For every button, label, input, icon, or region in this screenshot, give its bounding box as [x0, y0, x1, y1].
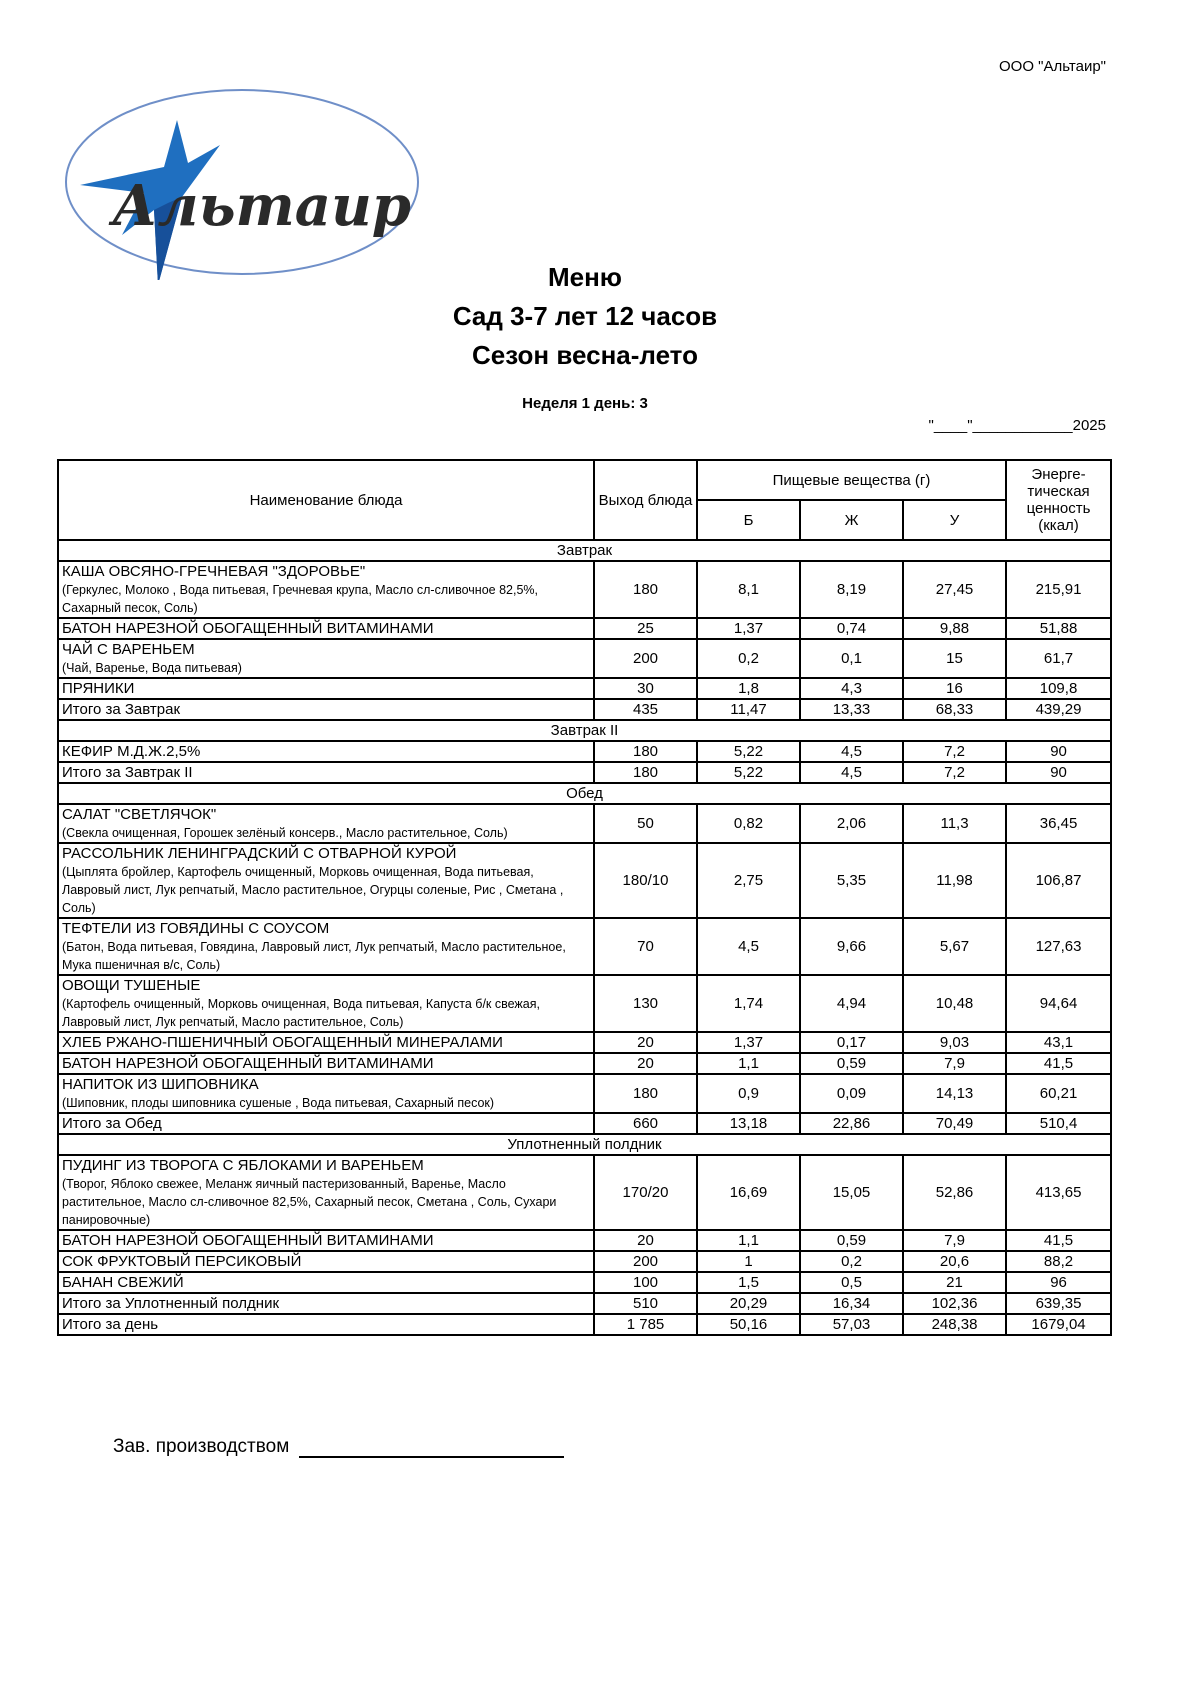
cell-output: 20: [594, 1053, 697, 1074]
total-output: 180: [594, 762, 697, 783]
table-row: [58, 1155, 1111, 1230]
section-total-row: [58, 1113, 1111, 1134]
cell-carbs: 7,2: [903, 741, 1006, 762]
cell-output: 50: [594, 804, 697, 843]
dish-ingredients: (Батон, Вода питьевая, Говядина, Лавровый лист, Лук репчатый, Масло растительное, Мука пшеничная в/с, Соль): [62, 940, 566, 972]
title-line-2: Сад 3-7 лет 12 часов: [452, 301, 718, 331]
dish-name: ОВОЩИ ТУШЕНЫЕ: [62, 977, 201, 994]
cell-kcal: 413,65: [1006, 1155, 1111, 1230]
total-label: Итого за Обед: [58, 1113, 594, 1134]
cell-kcal: 90: [1006, 741, 1111, 762]
dish-name: ТЕФТЕЛИ ИЗ ГОВЯДИНЫ С СОУСОМ: [62, 920, 330, 937]
cell-output: 25: [594, 618, 697, 639]
dish-name: РАССОЛЬНИК ЛЕНИНГРАДСКИЙ С ОТВАРНОЙ КУРОЙ: [62, 845, 457, 862]
cell-kcal: 215,91: [1006, 561, 1111, 618]
dish-ingredients: (Чай, Варенье, Вода питьевая): [62, 661, 242, 675]
dish-name: ПУДИНГ ИЗ ТВОРОГА С ЯБЛОКАМИ И ВАРЕНЬЕМ: [62, 1157, 424, 1174]
signature-block: [113, 1436, 564, 1458]
dish-ingredients: (Цыплята бройлер, Картофель очищенный, Морковь очищенная, Вода питьевая, Лавровый лист, Лук репчатый, Масло растительное, Огурцы соленые, Рис , Сметана , Соль): [62, 865, 564, 915]
day-total-fat: 57,03: [800, 1314, 903, 1335]
cell-protein: 1,74: [697, 975, 800, 1032]
cell-kcal: 109,8: [1006, 678, 1111, 699]
table-row: [58, 1032, 1111, 1053]
title-line-1: Меню: [547, 262, 623, 292]
cell-protein: 1,8: [697, 678, 800, 699]
cell-protein: 1: [697, 1251, 800, 1272]
col-header-energy: Энерге-тическая ценность (ккал): [1006, 460, 1111, 540]
dish-cell: [58, 918, 594, 975]
total-label: Итого за Завтрак II: [58, 762, 594, 783]
cell-fat: 4,94: [800, 975, 903, 1032]
total-carbs: 7,2: [903, 762, 1006, 783]
dish-cell: [58, 639, 594, 678]
section-header-row: [58, 540, 1111, 561]
cell-fat: 4,3: [800, 678, 903, 699]
cell-fat: 0,59: [800, 1053, 903, 1074]
section-title: Обед: [58, 783, 1111, 804]
total-fat: 13,33: [800, 699, 903, 720]
dish-cell: [58, 1053, 594, 1074]
cell-protein: 4,5: [697, 918, 800, 975]
cell-carbs: 11,3: [903, 804, 1006, 843]
section-title: Завтрак: [58, 540, 1111, 561]
day-total-kcal: 1679,04: [1006, 1314, 1111, 1335]
dish-cell: [58, 678, 594, 699]
cell-carbs: 20,6: [903, 1251, 1006, 1272]
dish-ingredients: (Шиповник, плоды шиповника сушеные , Вода питьевая, Сахарный песок): [62, 1096, 495, 1110]
cell-protein: 1,1: [697, 1053, 800, 1074]
total-protein: 5,22: [697, 762, 800, 783]
total-kcal: 90: [1006, 762, 1111, 783]
total-kcal: 439,29: [1006, 699, 1111, 720]
cell-carbs: 21: [903, 1272, 1006, 1293]
cell-output: 180/10: [594, 843, 697, 918]
cell-kcal: 106,87: [1006, 843, 1111, 918]
total-fat: 22,86: [800, 1113, 903, 1134]
cell-kcal: 88,2: [1006, 1251, 1111, 1272]
section-total-row: [58, 1293, 1111, 1314]
cell-carbs: 10,48: [903, 975, 1006, 1032]
company-name: ООО "Альтаир": [999, 58, 1106, 75]
cell-output: 20: [594, 1230, 697, 1251]
table-row: [58, 741, 1111, 762]
cell-output: 100: [594, 1272, 697, 1293]
signature-line: [299, 1438, 564, 1458]
dish-cell: [58, 1155, 594, 1230]
cell-carbs: 7,9: [903, 1230, 1006, 1251]
total-protein: 11,47: [697, 699, 800, 720]
cell-fat: 8,19: [800, 561, 903, 618]
cell-kcal: 36,45: [1006, 804, 1111, 843]
table-row: [58, 975, 1111, 1032]
total-protein: 13,18: [697, 1113, 800, 1134]
section-title: Уплотненный полдник: [58, 1134, 1111, 1155]
total-output: 660: [594, 1113, 697, 1134]
cell-kcal: 43,1: [1006, 1032, 1111, 1053]
dish-cell: [58, 1074, 594, 1113]
cell-carbs: 14,13: [903, 1074, 1006, 1113]
date-field: "____"____________2025: [928, 417, 1106, 434]
dish-ingredients: (Творог, Яблоко свежее, Меланж яичный пастеризованный, Варенье, Масло растительное, Масло сл-сливочное 82,5%, Сахарный песок, Сметана , Соль, Сухари панировочные): [62, 1177, 557, 1227]
table-row: [58, 1074, 1111, 1113]
cell-fat: 0,5: [800, 1272, 903, 1293]
dish-name: КЕФИР М.Д.Ж.2,5%: [62, 743, 201, 760]
section-header-row: [58, 720, 1111, 741]
cell-fat: 0,2: [800, 1251, 903, 1272]
cell-output: 30: [594, 678, 697, 699]
table-row: [58, 1053, 1111, 1074]
col-header-protein: Б: [697, 500, 800, 540]
cell-protein: 8,1: [697, 561, 800, 618]
cell-protein: 2,75: [697, 843, 800, 918]
cell-fat: 4,5: [800, 741, 903, 762]
col-header-fat: Ж: [800, 500, 903, 540]
cell-fat: 0,74: [800, 618, 903, 639]
cell-protein: 16,69: [697, 1155, 800, 1230]
section-header-row: [58, 783, 1111, 804]
col-header-carbs: У: [903, 500, 1006, 540]
cell-kcal: 51,88: [1006, 618, 1111, 639]
cell-carbs: 5,67: [903, 918, 1006, 975]
dish-name: БАТОН НАРЕЗНОЙ ОБОГАЩЕННЫЙ ВИТАМИНАМИ: [62, 620, 434, 637]
cell-output: 200: [594, 639, 697, 678]
section-total-row: [58, 762, 1111, 783]
dish-name: БАТОН НАРЕЗНОЙ ОБОГАЩЕННЫЙ ВИТАМИНАМИ: [62, 1232, 434, 1249]
dish-name: ЧАЙ С ВАРЕНЬЕМ: [62, 641, 195, 658]
cell-fat: 0,59: [800, 1230, 903, 1251]
cell-protein: 0,9: [697, 1074, 800, 1113]
cell-output: 130: [594, 975, 697, 1032]
cell-kcal: 96: [1006, 1272, 1111, 1293]
dish-cell: [58, 561, 594, 618]
cell-carbs: 16: [903, 678, 1006, 699]
dish-ingredients: (Картофель очищенный, Морковь очищенная, Вода питьевая, Капуста б/к свежая, Лавровый лист, Лук репчатый, Масло растительное, Соль): [62, 997, 540, 1029]
cell-protein: 1,1: [697, 1230, 800, 1251]
cell-carbs: 15: [903, 639, 1006, 678]
cell-kcal: 60,21: [1006, 1074, 1111, 1113]
day-total-protein: 50,16: [697, 1314, 800, 1335]
cell-output: 180: [594, 561, 697, 618]
cell-protein: 1,5: [697, 1272, 800, 1293]
altair-logo: [62, 85, 422, 280]
dish-name: НАПИТОК ИЗ ШИПОВНИКА: [62, 1076, 259, 1093]
dish-cell: [58, 843, 594, 918]
cell-fat: 0,17: [800, 1032, 903, 1053]
table-row: [58, 1251, 1111, 1272]
cell-kcal: 61,7: [1006, 639, 1111, 678]
cell-fat: 15,05: [800, 1155, 903, 1230]
logo-text: Альтаир: [112, 173, 411, 239]
section-title: Завтрак II: [58, 720, 1111, 741]
menu-body: [58, 540, 1111, 1335]
total-carbs: 70,49: [903, 1113, 1006, 1134]
dish-name: БАНАН СВЕЖИЙ: [62, 1274, 184, 1291]
cell-protein: 0,2: [697, 639, 800, 678]
cell-protein: 1,37: [697, 618, 800, 639]
section-total-row: [58, 699, 1111, 720]
cell-carbs: 7,9: [903, 1053, 1006, 1074]
dish-name: САЛАТ "СВЕТЛЯЧОК": [62, 806, 217, 823]
total-carbs: 102,36: [903, 1293, 1006, 1314]
page-title: [0, 258, 1170, 375]
cell-protein: 1,37: [697, 1032, 800, 1053]
dish-name: ПРЯНИКИ: [62, 680, 135, 697]
cell-fat: 5,35: [800, 843, 903, 918]
signature-label: Зав. производством: [113, 1436, 290, 1457]
dish-cell: [58, 741, 594, 762]
dish-name: КАША ОВСЯНО-ГРЕЧНЕВАЯ "ЗДОРОВЬЕ": [62, 563, 366, 580]
table-row: [58, 1272, 1111, 1293]
total-label: Итого за Уплотненный полдник: [58, 1293, 594, 1314]
dish-ingredients: (Геркулес, Молоко , Вода питьевая, Гречневая крупа, Масло сл-сливочное 82,5%, Сахарный песок, Соль): [62, 583, 539, 615]
dish-cell: [58, 1032, 594, 1053]
total-carbs: 68,33: [903, 699, 1006, 720]
day-total-carbs: 248,38: [903, 1314, 1006, 1335]
menu-table: [57, 459, 1112, 1336]
col-header-nutrients: Пищевые вещества (г): [697, 460, 1006, 500]
day-total-row: [58, 1314, 1111, 1335]
cell-fat: 0,1: [800, 639, 903, 678]
week-day-label: Неделя 1 день: 3: [522, 395, 648, 412]
cell-carbs: 52,86: [903, 1155, 1006, 1230]
cell-carbs: 11,98: [903, 843, 1006, 918]
dish-name: БАТОН НАРЕЗНОЙ ОБОГАЩЕННЫЙ ВИТАМИНАМИ: [62, 1055, 434, 1072]
col-header-name: Наименование блюда: [58, 460, 594, 540]
total-fat: 16,34: [800, 1293, 903, 1314]
cell-carbs: 9,88: [903, 618, 1006, 639]
day-total-output: 1 785: [594, 1314, 697, 1335]
cell-carbs: 27,45: [903, 561, 1006, 618]
total-output: 435: [594, 699, 697, 720]
total-label: Итого за Завтрак: [58, 699, 594, 720]
table-row: [58, 618, 1111, 639]
total-kcal: 639,35: [1006, 1293, 1111, 1314]
cell-protein: 0,82: [697, 804, 800, 843]
dish-cell: [58, 804, 594, 843]
col-header-output: Выход блюда: [594, 460, 697, 540]
total-output: 510: [594, 1293, 697, 1314]
total-kcal: 510,4: [1006, 1113, 1111, 1134]
cell-output: 70: [594, 918, 697, 975]
cell-kcal: 41,5: [1006, 1053, 1111, 1074]
cell-output: 170/20: [594, 1155, 697, 1230]
cell-output: 180: [594, 1074, 697, 1113]
cell-fat: 0,09: [800, 1074, 903, 1113]
dish-name: ХЛЕБ РЖАНО-ПШЕНИЧНЫЙ ОБОГАЩЕННЫЙ МИНЕРАЛАМИ: [62, 1034, 503, 1051]
table-row: [58, 804, 1111, 843]
table-row: [58, 1230, 1111, 1251]
day-total-label: Итого за день: [58, 1314, 594, 1335]
title-line-3: Сезон весна-лето: [472, 340, 698, 370]
table-row: [58, 918, 1111, 975]
table-row: [58, 843, 1111, 918]
cell-kcal: 41,5: [1006, 1230, 1111, 1251]
dish-name: СОК ФРУКТОВЫЙ ПЕРСИКОВЫЙ: [62, 1253, 302, 1270]
cell-fat: 9,66: [800, 918, 903, 975]
cell-kcal: 127,63: [1006, 918, 1111, 975]
cell-carbs: 9,03: [903, 1032, 1006, 1053]
total-protein: 20,29: [697, 1293, 800, 1314]
cell-output: 200: [594, 1251, 697, 1272]
cell-kcal: 94,64: [1006, 975, 1111, 1032]
total-fat: 4,5: [800, 762, 903, 783]
dish-cell: [58, 618, 594, 639]
cell-fat: 2,06: [800, 804, 903, 843]
dish-cell: [58, 1272, 594, 1293]
dish-ingredients: (Свекла очищенная, Горошек зелёный консерв., Масло растительное, Соль): [62, 826, 508, 840]
cell-output: 180: [594, 741, 697, 762]
table-row: [58, 678, 1111, 699]
dish-cell: [58, 975, 594, 1032]
section-header-row: [58, 1134, 1111, 1155]
cell-output: 20: [594, 1032, 697, 1053]
dish-cell: [58, 1230, 594, 1251]
table-row: [58, 639, 1111, 678]
cell-protein: 5,22: [697, 741, 800, 762]
dish-cell: [58, 1251, 594, 1272]
table-row: [58, 561, 1111, 618]
